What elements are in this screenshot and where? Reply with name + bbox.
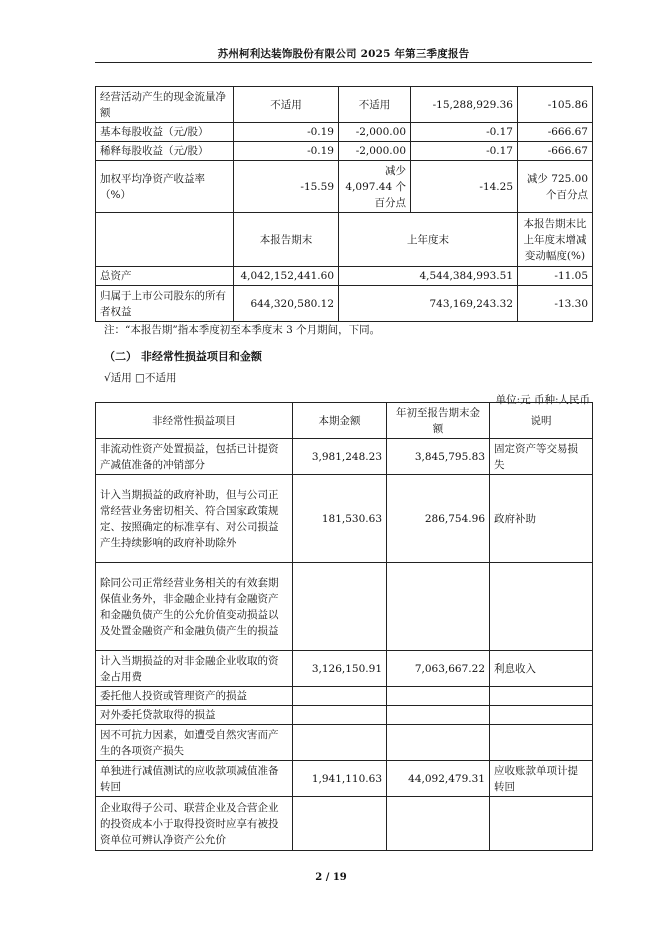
cell-value: 4,544,384,993.51 [339,267,518,286]
table-row [96,563,593,651]
cell-value [387,797,490,851]
section-title: （二） 非经常性损益项目和金额 [104,350,262,363]
cell-note [490,797,593,851]
cell-note: 应收账款单项计提转回 [490,761,593,797]
cell-value [387,687,490,706]
table-row [96,267,593,286]
cell-value: 286,754.96 [387,475,490,563]
table-row [96,286,593,322]
cell-value: 7,063,667.22 [387,651,490,687]
cell-note [490,706,593,725]
cell-value [293,725,387,761]
table-row [96,797,593,851]
subheader-cell [96,213,234,267]
cell-value: 3,845,795.83 [387,439,490,475]
cell-value: 减少 4,097.44 个百分点 [339,161,411,213]
table-row [96,123,593,142]
item-label: 委托他人投资或管理资产的损益 [96,687,293,706]
column-header: 年初至报告期末金额 [387,403,490,439]
cell-value: -11.05 [518,267,593,286]
cell-value: -2,000.00 [339,142,411,161]
item-label: 除同公司正常经营业务相关的有效套期保值业务外，非金融企业持有金融资产和金融负债产生的公允价值变动损益以及处置金融资产和金融负债产生的损益 [96,563,293,651]
item-label: 计入当期损益的对非金融企业收取的资金占用费 [96,651,293,687]
item-label: 对外委托贷款取得的损益 [96,706,293,725]
cell-value: -15.59 [234,161,339,213]
cell-value: 743,169,243.32 [339,286,518,322]
cell-value [387,706,490,725]
cell-value: 1,941,110.63 [293,761,387,797]
subheader-cell: 本报告期末 [234,213,339,267]
cell-value: 644,320,580.12 [234,286,339,322]
cell-value: 3,126,150.91 [293,651,387,687]
row-label: 加权平均净资产收益率（%） [96,161,234,213]
table-row [96,725,593,761]
item-label: 计入当期损益的政府补助，但与公司正常经营业务密切相关、符合国家政策规定、按照确定的标准享有、对公司损益产生持续影响的政府补助除外 [96,475,293,563]
item-label: 单独进行减值测试的应收款项减值准备转回 [96,761,293,797]
footnote: 注：“本报告期”指本季度初至本季度末 3 个月期间，下同。 [104,324,381,336]
table-row [96,161,593,213]
applicability-checkbox-line: √适用 □不适用 [104,372,177,384]
row-label: 基本每股收益（元/股） [96,123,234,142]
table-row [96,87,593,123]
cell-note: 固定资产等交易损失 [490,439,593,475]
cell-note: 利息收入 [490,651,593,687]
cell-value: 不适用 [234,87,339,123]
cell-value [293,563,387,651]
financial-summary-table [95,86,593,322]
page-number: 2 / 19 [315,872,347,883]
cell-value: -0.17 [411,142,518,161]
table-row [96,761,593,797]
table-row [96,706,593,725]
subheader-cell: 上年度末 [339,213,518,267]
unit-currency-line: 单位:元 币种:人民币 [495,394,590,406]
row-label: 稀释每股收益（元/股） [96,142,234,161]
cell-note [490,687,593,706]
table-row [96,475,593,563]
cell-value: -0.17 [411,123,518,142]
table-row [96,439,593,475]
cell-value: 减少 725.00 个百分点 [518,161,593,213]
cell-value: -15,288,929.36 [411,87,518,123]
cell-value: -0.19 [234,142,339,161]
non-recurring-items-table [95,402,593,851]
cell-value: -666.67 [518,123,593,142]
cell-value [387,563,490,651]
cell-value: 4,042,152,441.60 [234,267,339,286]
column-header: 本期金额 [293,403,387,439]
cell-value: 3,981,248.23 [293,439,387,475]
cell-value: -13.30 [518,286,593,322]
cell-value: -14.25 [411,161,518,213]
cell-value [293,687,387,706]
cell-value [293,797,387,851]
cell-note: 政府补助 [490,475,593,563]
cell-note [490,725,593,761]
table-row [96,651,593,687]
header-divider [95,62,592,63]
cell-value [293,706,387,725]
table-row [96,687,593,706]
column-header: 非经常性损益项目 [96,403,293,439]
item-label: 非流动性资产处置损益，包括已计提资产减值准备的冲销部分 [96,439,293,475]
cell-value: -2,000.00 [339,123,411,142]
column-header: 说明 [490,403,593,439]
cell-value: 44,092,479.31 [387,761,490,797]
cell-value: 不适用 [339,87,411,123]
row-label: 归属于上市公司股东的所有者权益 [96,286,234,322]
table-row [96,142,593,161]
row-label: 总资产 [96,267,234,286]
table-header-row [96,403,593,439]
cell-value: -0.19 [234,123,339,142]
cell-note [490,563,593,651]
item-label: 因不可抗力因素，如遭受自然灾害而产生的各项资产损失 [96,725,293,761]
item-label: 企业取得子公司、联营企业及合营企业的投资成本小于取得投资时应享有被投资单位可辨认净资产公允价 [96,797,293,851]
table-subheader-row [96,213,593,267]
subheader-cell: 本报告期末比上年度末增减变动幅度(%) [518,213,593,267]
cell-value: 181,530.63 [293,475,387,563]
row-label: 经营活动产生的现金流量净额 [96,87,234,123]
cell-value: -105.86 [518,87,593,123]
cell-value: -666.67 [518,142,593,161]
page-header-title: 苏州柯利达装饰股份有限公司 2025 年第三季度报告 [217,48,470,60]
cell-value [387,725,490,761]
